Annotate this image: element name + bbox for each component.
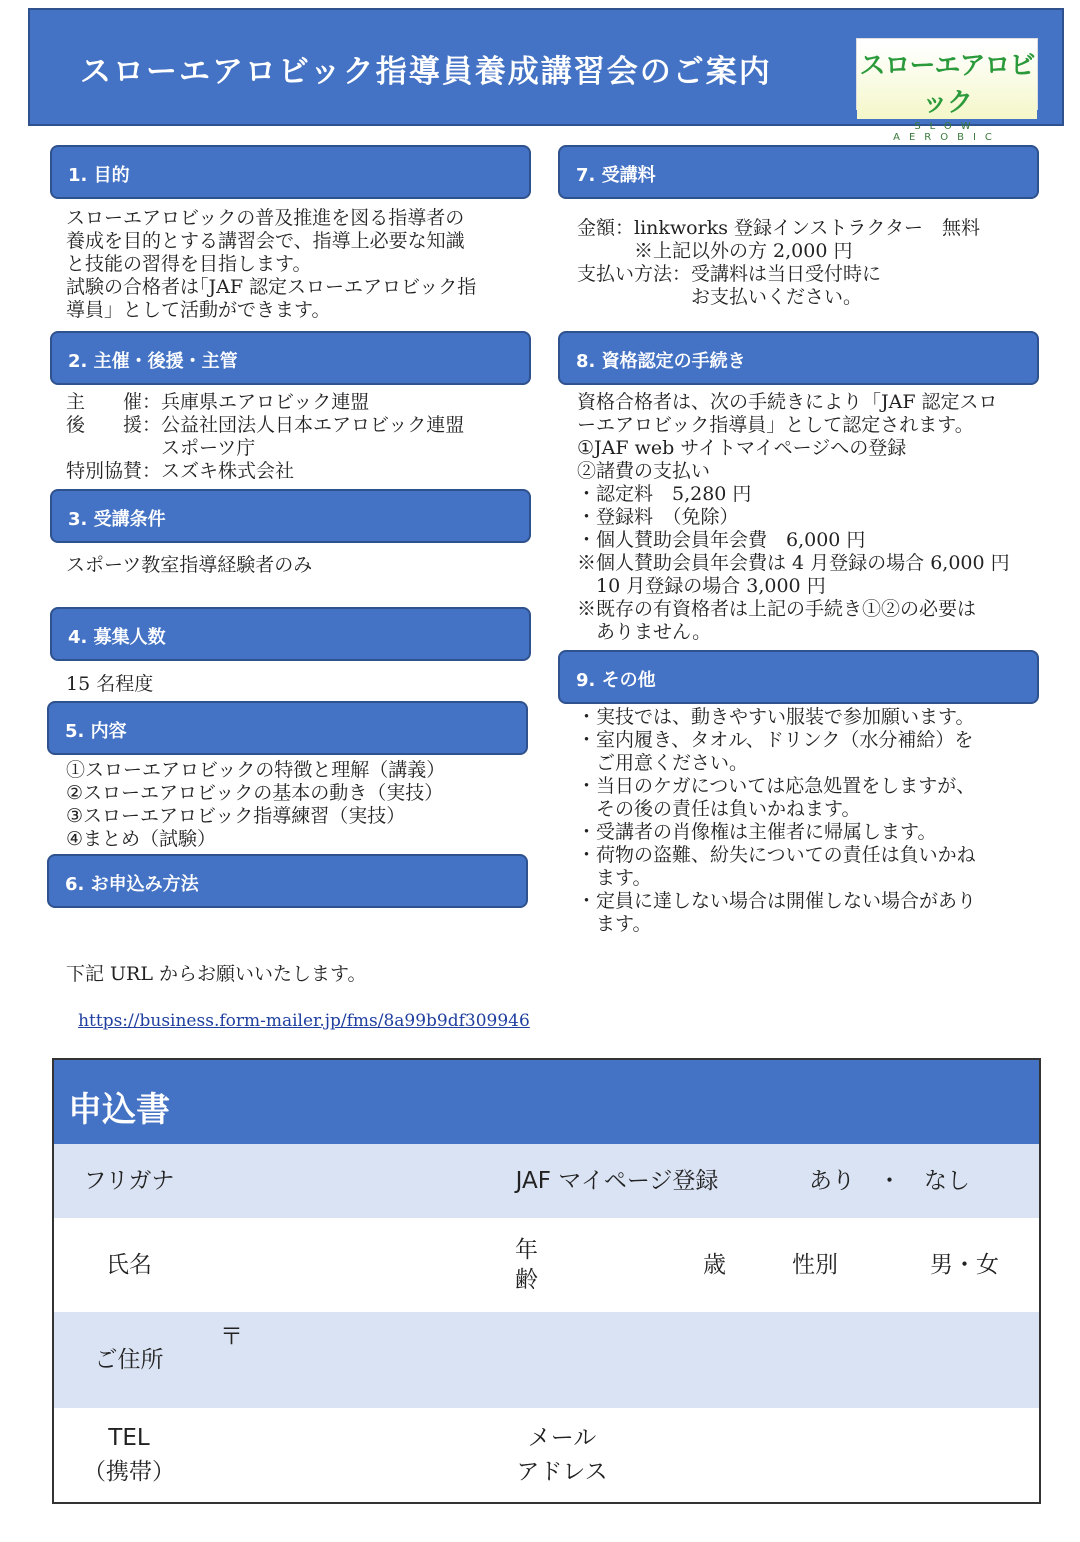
logo-main-text: スローエアロビック	[857, 45, 1037, 119]
section-7-body: 金額：linkworks 登録インストラクター 無料 ※上記以外の方 2,000 円 支払い方法：受講料は当日受付時に お支払いください。	[577, 217, 981, 308]
furigana-input[interactable]	[204, 1144, 496, 1220]
section-9-body: ・実技では、動きやすい服装で参加願います。 ・室内履き、タオル、ドリンク（水分補給）を ご用意ください。 ・当日のケガについては応急処置をしますが、 その後の責任は負いかねます。 ・受講者の肖像権は主催者に帰属します。 ・荷物の盗難、紛失についての責任は負いかね ます。 ・定員に達しない場合は開催しない場合があり ます。	[577, 706, 977, 935]
mail-input[interactable]	[630, 1408, 1039, 1502]
section-3-body: スポーツ教室指導経験者のみ	[66, 554, 313, 576]
section-4-body: 15 名程度	[66, 673, 154, 695]
logo-sub-text: SLOW AEROBIC	[893, 121, 1001, 143]
form-title: 申込書	[54, 1060, 1039, 1144]
furigana-label: フリガナ	[54, 1144, 206, 1220]
section-1-body: スローエアロビックの普及推進を図る指導者の 養成を目的とする講習会で、指導上必要な知識 と技能の習得を目指します。 試験の合格者は｢JAF 認定スローエアロビック指 導員」として活動ができます。	[66, 207, 477, 321]
section-5-heading: 5. 内容	[47, 701, 528, 755]
tel-input[interactable]	[204, 1408, 496, 1502]
sex-label: 性別	[740, 1218, 892, 1314]
name-input[interactable]	[204, 1218, 496, 1314]
section-7-heading: 7. 受講料	[558, 145, 1039, 199]
section-1-heading: 1. 目的	[50, 145, 531, 199]
jaf-registration-choice[interactable]: あり ・ なし	[740, 1144, 1039, 1220]
application-form	[52, 1058, 1041, 1504]
application-url-link[interactable]: https://business.form-mailer.jp/fms/8a99b9df309946	[78, 1011, 530, 1031]
section-9-heading: 9. その他	[558, 650, 1039, 704]
section-3-heading: 3. 受講条件	[50, 489, 531, 543]
section-2-body: 主 催：兵庫県エアロビック連盟 後 援：公益社団法人日本エアロビック連盟 スポーツ庁 特別協賛：スズキ株式会社	[66, 391, 465, 482]
section-6-line1: 下記 URL からお願いいたします。	[66, 963, 367, 985]
section-6-heading: 6. お申込み方法	[47, 854, 528, 908]
age-label: 年 齢	[494, 1218, 561, 1314]
age-input[interactable]	[559, 1218, 742, 1314]
address-input[interactable]	[204, 1312, 1039, 1410]
slow-aerobic-logo	[856, 38, 1038, 143]
section-8-body: 資格合格者は、次の手続きにより「JAF 認定スロ ーエアロビック指導員」として認定されます。 ①JAF web サイトマイページへの登録 ②諸費の支払い ・認定料 5,280 円 ・登録料 （免除） ・個人賛助会員年会費 6,000 円 ※個人賛助会員年会費は 4 月登録の場合 6,000 円 10 月登録の場合 3,000 円 ※既存の有資格者は上記の手続き①②の必要は ありません。	[577, 391, 1010, 643]
section-4-heading: 4. 募集人数	[50, 607, 531, 661]
postal-mark: 〒	[220, 1324, 243, 1350]
name-label: 氏名	[54, 1218, 206, 1314]
tel-label: TEL （携帯）	[54, 1408, 206, 1502]
address-label: ご住所	[54, 1312, 206, 1410]
age-unit: 歳	[703, 1252, 726, 1278]
page-title: スローエアロビック指導員養成講習会のご案内	[80, 54, 772, 90]
sex-choice[interactable]: 男・女	[890, 1218, 1039, 1314]
section-8-heading: 8. 資格認定の手続き	[558, 331, 1039, 385]
header-banner	[28, 8, 1064, 143]
jaf-mypage-label: JAF マイページ登録	[494, 1144, 742, 1220]
section-5-body: ①スローエアロビックの特徴と理解（講義） ②スローエアロビックの基本の動き（実技） ③スローエアロビック指導練習（実技） ④まとめ（試験）	[66, 759, 446, 850]
mail-label: メール アドレス	[494, 1408, 632, 1502]
section-2-heading: 2. 主催・後援・主管	[50, 331, 531, 385]
